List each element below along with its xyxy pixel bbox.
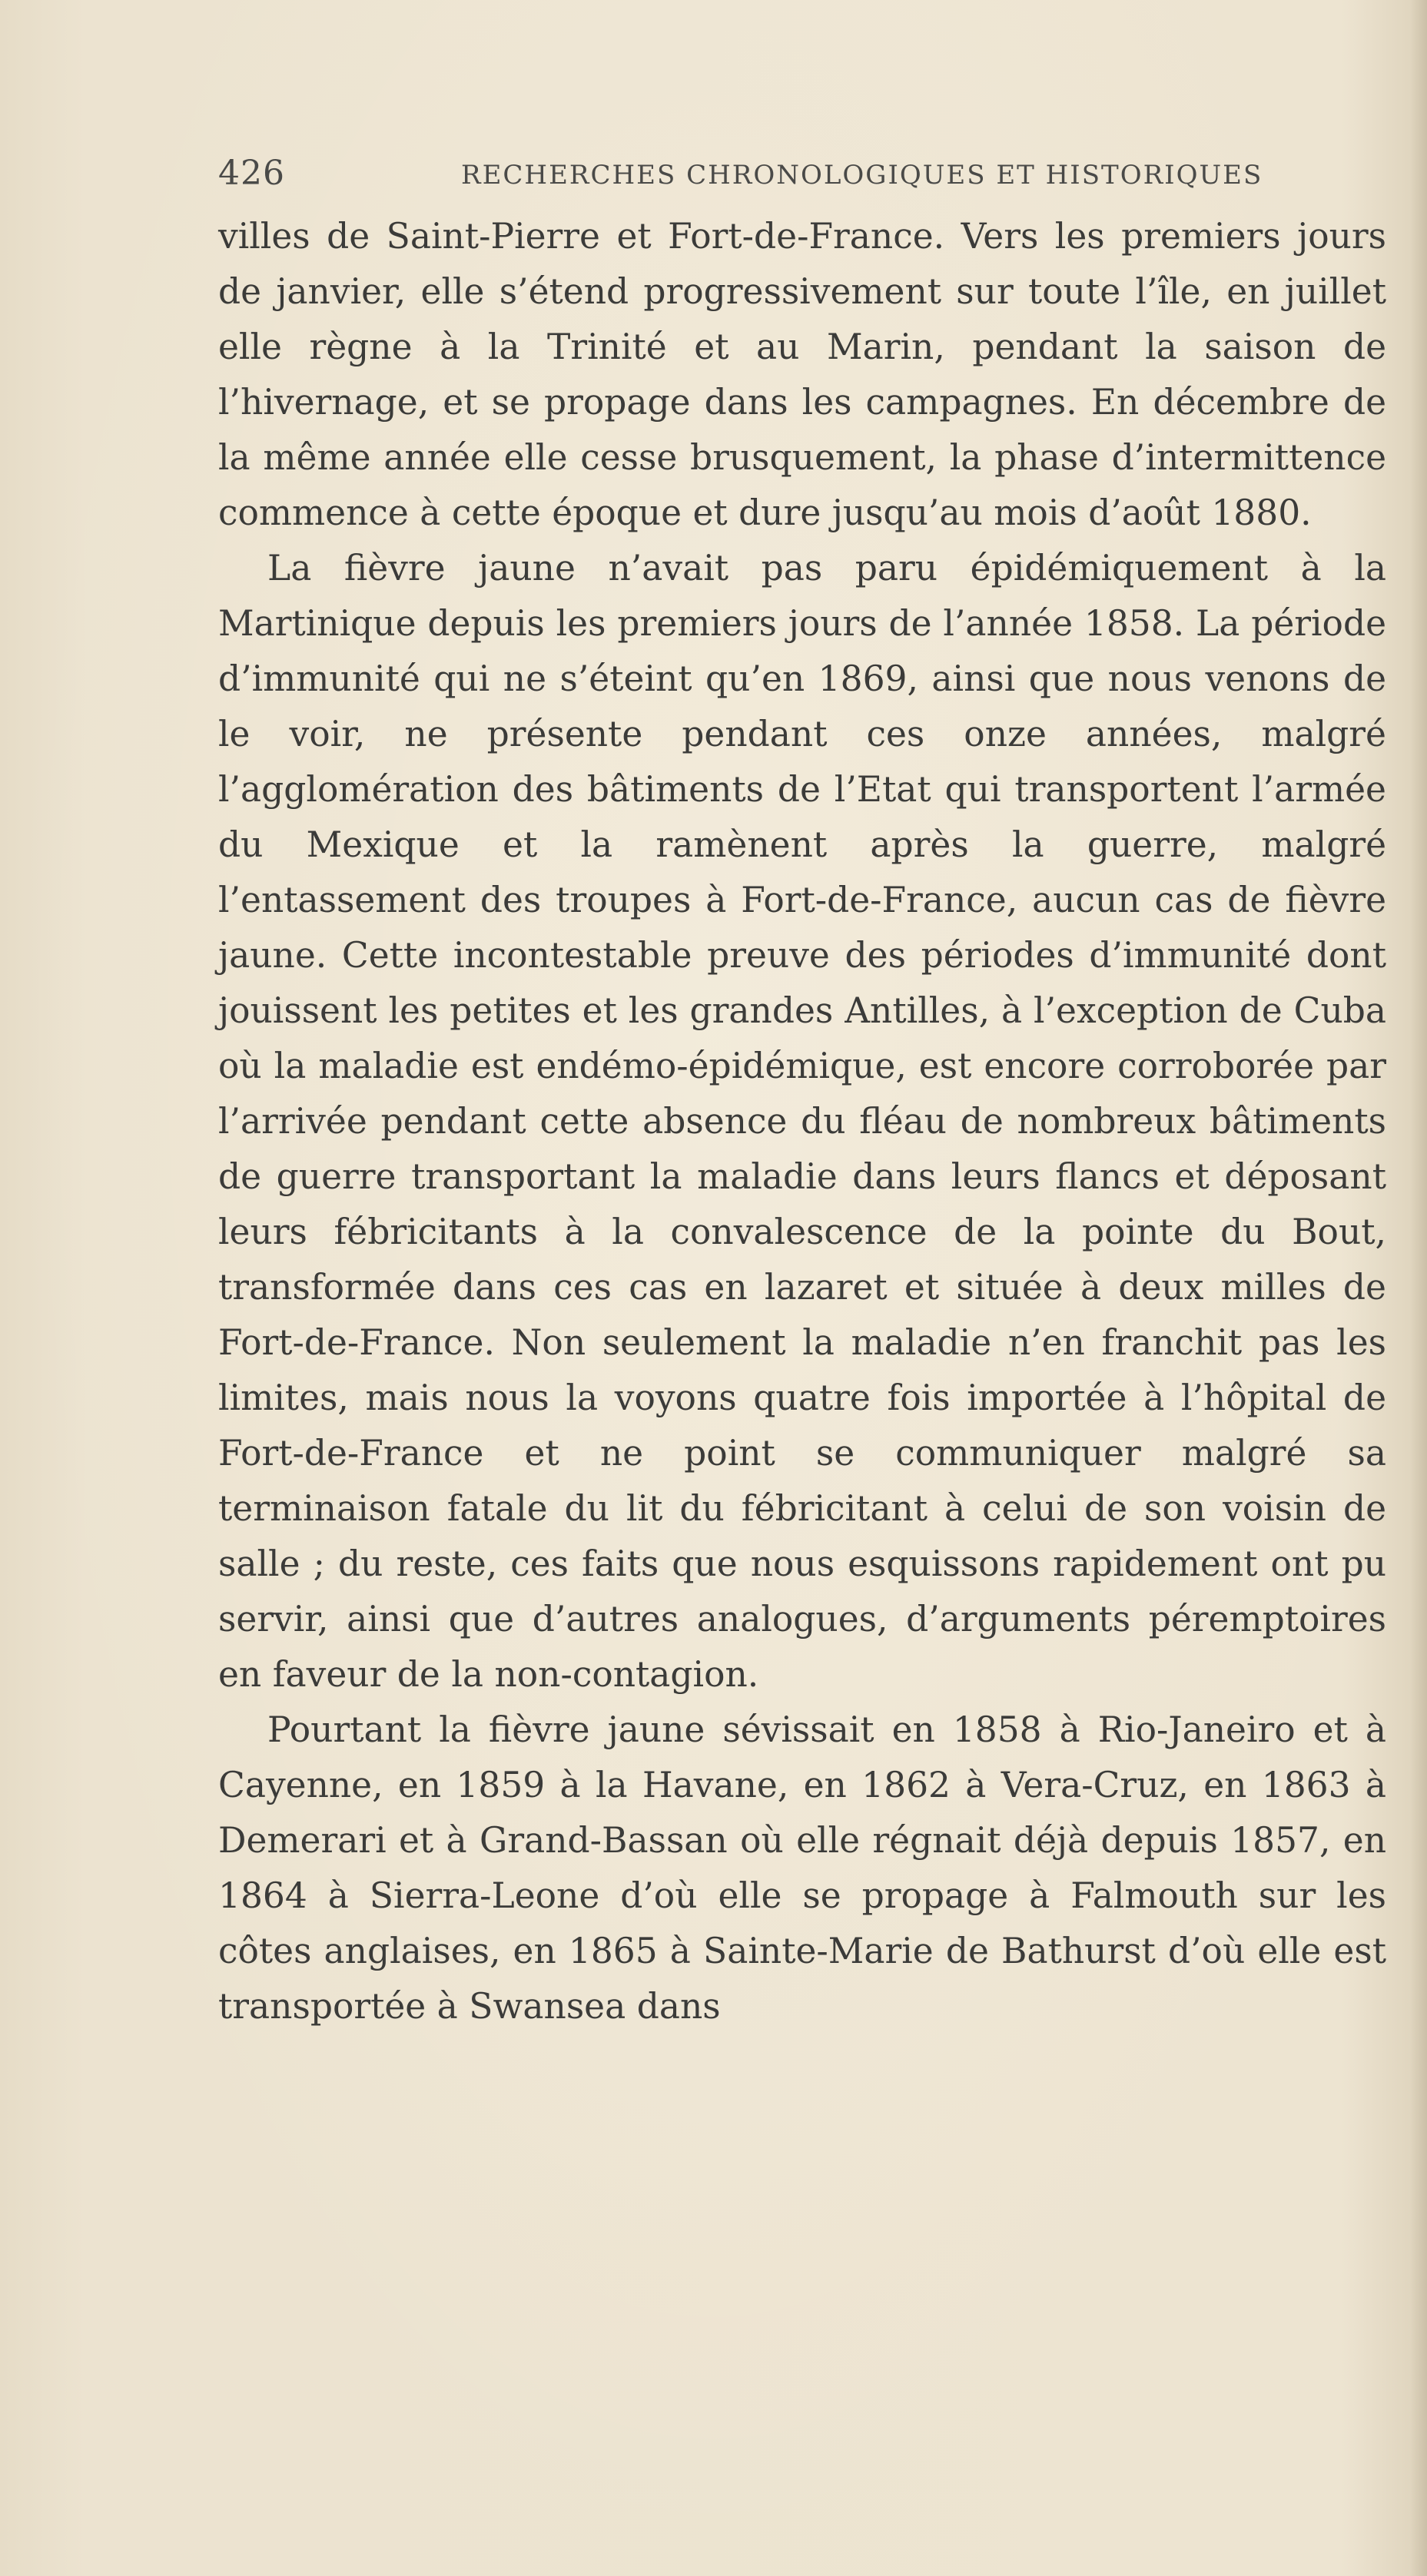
- body-text: [218, 209, 1386, 2034]
- page-number: 426: [218, 154, 285, 193]
- running-title: RECHERCHES CHRONOLOGIQUES ET HISTORIQUES: [461, 160, 1263, 191]
- paragraph-continued: villes de Saint-Pierre et Fort-de-France. Vers les premiers jours de janvier, elle s’étend progressivement sur toute l’île, en juillet elle règne à la Trinité et au Marin, pendant la saison de l’hivernage, et se propage dans les campagnes. En décembre de la même année elle cesse brusquement, la phase d’intermittence commence à cette époque et dure jusqu’au mois d’août 1880.: [218, 216, 1386, 533]
- paragraph-epidemics-elsewhere: Pourtant la fièvre jaune sévissait en 1858 à Rio-Janeiro et à Cayenne, en 1859 à la Havane, en 1862 à Vera-Cruz, en 1863 à Demerari et à Grand-Bassan où elle régnait déjà depuis 1857, en 1864 à Sierra-Leone d’où elle se propage à Falmouth sur les côtes anglaises, en 1865 à Sainte-Marie de Bathurst d’où elle est transportée à Swansea dans: [218, 1709, 1386, 2027]
- page-edge-shadow: [1410, 0, 1427, 2576]
- paragraph-yellow-fever-immunity: La fièvre jaune n’avait pas paru épidémiquement à la Martinique depuis les premiers jours de l’année 1858. La période d’immunité qui ne s’éteint qu’en 1869, ainsi que nous venons de le voir, ne présente pendant ces onze années, malgré l’agglomération des bâtiments de l’Etat qui transportent l’armée du Mexique et la ramènent après la guerre, malgré l’entassement des troupes à Fort-de-France, aucun cas de fièvre jaune. Cette incontestable preuve des périodes d’immunité dont jouissent les petites et les grandes Antilles, à l’exception de Cuba où la maladie est endémo-épidémique, est encore corroborée par l’arrivée pendant cette absence du fléau de nombreux bâtiments de guerre transportant la maladie dans leurs flancs et déposant leurs fébricitants à la convalescence de la pointe du Bout, transformée dans ces cas en lazaret et située à deux milles de Fort-de-France. Non seulement la maladie n’en franchit pas les limites, mais nous la voyons quatre fois importée à l’hôpital de Fort-de-France et ne point se communiquer malgré sa terminaison fatale du lit du fébricitant à celui de son voisin de salle ; du reste, ces faits que nous esquissons rapidement ont pu servir, ainsi que d’autres analogues, d’arguments péremptoires en faveur de la non-contagion.: [218, 548, 1386, 1695]
- running-head: [218, 154, 1386, 200]
